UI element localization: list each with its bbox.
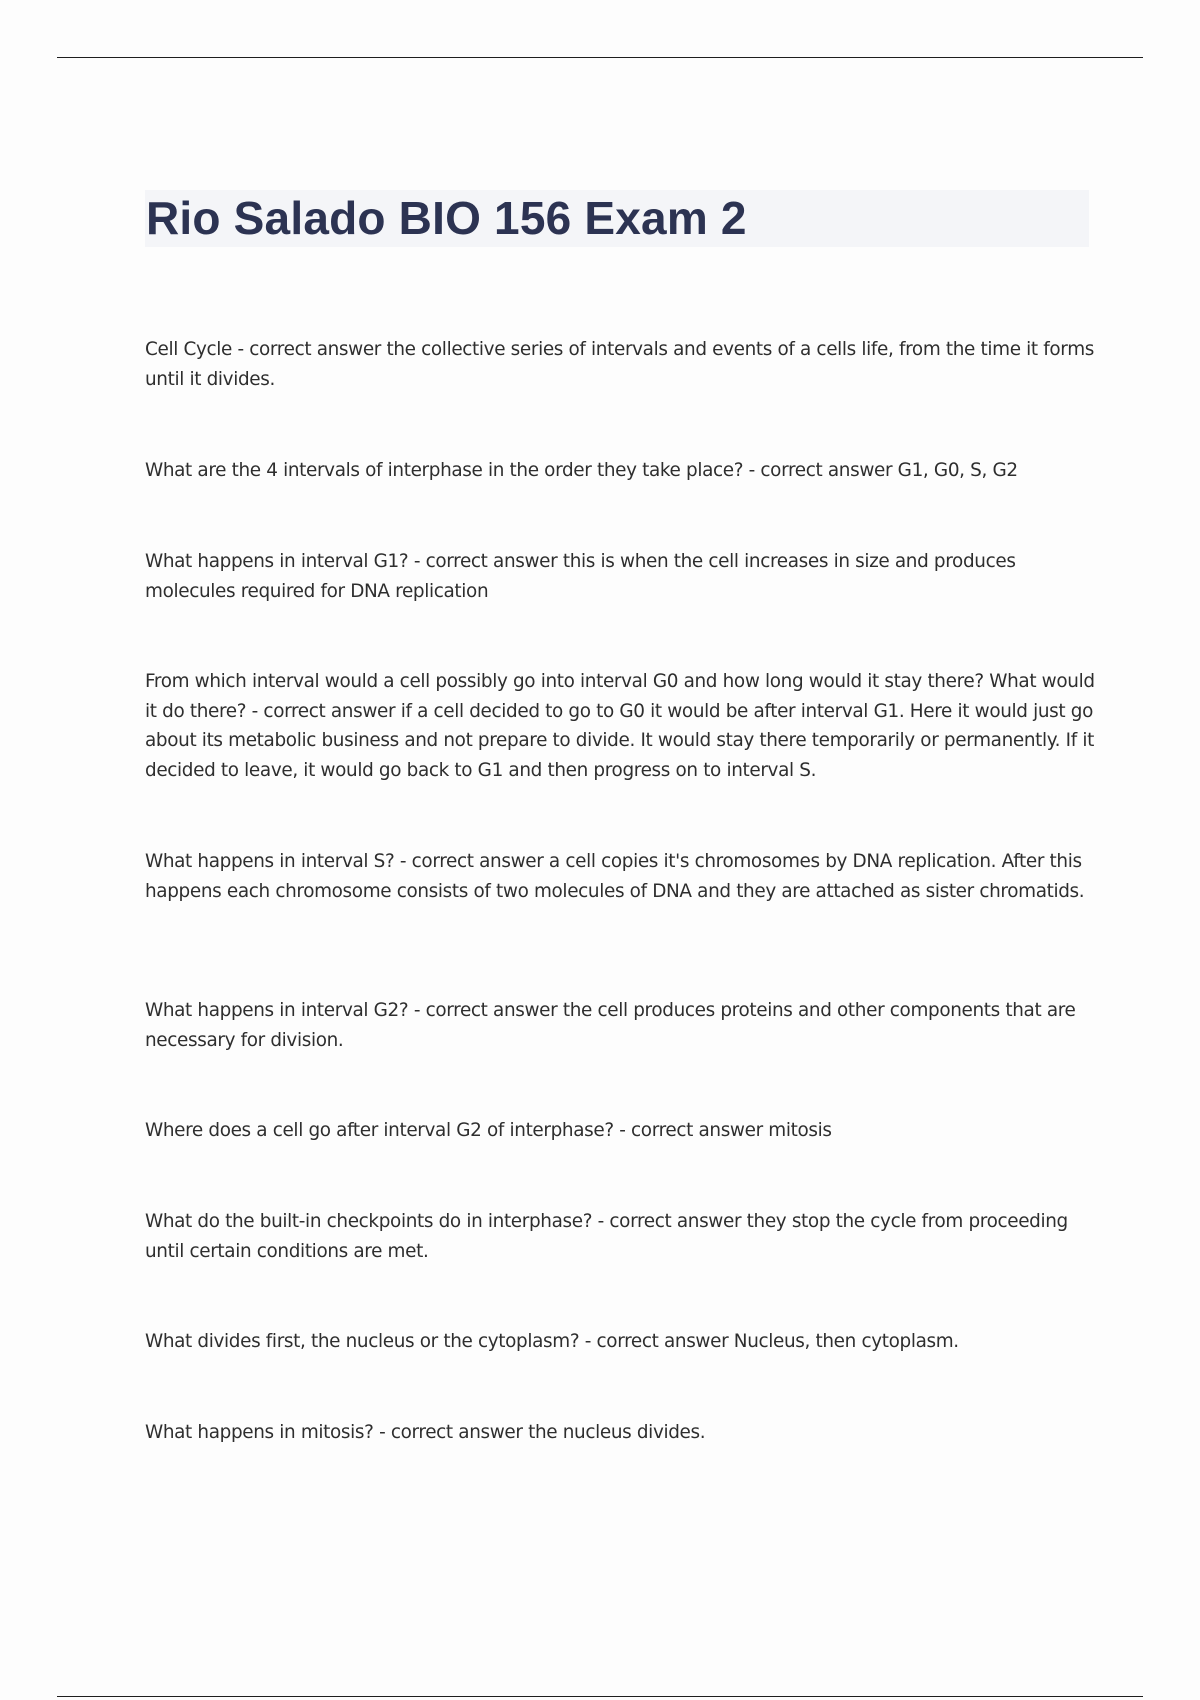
document-title: Rio Salado BIO 156 Exam 2 [146, 192, 747, 244]
qa-entry-interphase-intervals: What are the 4 intervals of interphase in the order they take place? - correct answer G1, G0, S, G2 [145, 460, 1018, 481]
qa-entry-divides-first: What divides first, the nucleus or the cytoplasm? - correct answer Nucleus, then cytoplasm. [145, 1331, 959, 1352]
qa-entry-s: What happens in interval S? - correct answer a cell copies it's chromosomes by DNA replication. After this happens each chromosome consists of two molecules of DNA and they are attached as sister chromatids. [145, 851, 1085, 902]
qa-entry-after-g2: Where does a cell go after interval G2 of interphase? - correct answer mitosis [145, 1120, 832, 1141]
qa-entry-g0: From which interval would a cell possibly go into interval G0 and how long would it stay there? What would it do there? - correct answer if a cell decided to go to G0 it would be after interval G1. Here it would just go about its metabolic business and not prepare to divide. It would stay there temporarily or permanently. If it decided to leave, it would go back to G1 and then progress on to interval S. [145, 671, 1095, 781]
bottom-divider [57, 1696, 1143, 1697]
qa-entry-cell-cycle: Cell Cycle - correct answer the collective series of intervals and events of a cells life, from the time it forms until it divides. [145, 339, 1094, 390]
qa-entry-g2: What happens in interval G2? - correct answer the cell produces proteins and other components that are necessary for division. [145, 1000, 1076, 1051]
qa-entry-g1: What happens in interval G1? - correct answer this is when the cell increases in size and produces molecules required for DNA replication [145, 551, 1016, 602]
qa-entry-mitosis: What happens in mitosis? - correct answer the nucleus divides. [145, 1422, 706, 1443]
qa-entry-checkpoints: What do the built-in checkpoints do in interphase? - correct answer they stop the cycle from proceeding until certain conditions are met. [145, 1211, 1068, 1262]
top-divider [57, 57, 1143, 58]
